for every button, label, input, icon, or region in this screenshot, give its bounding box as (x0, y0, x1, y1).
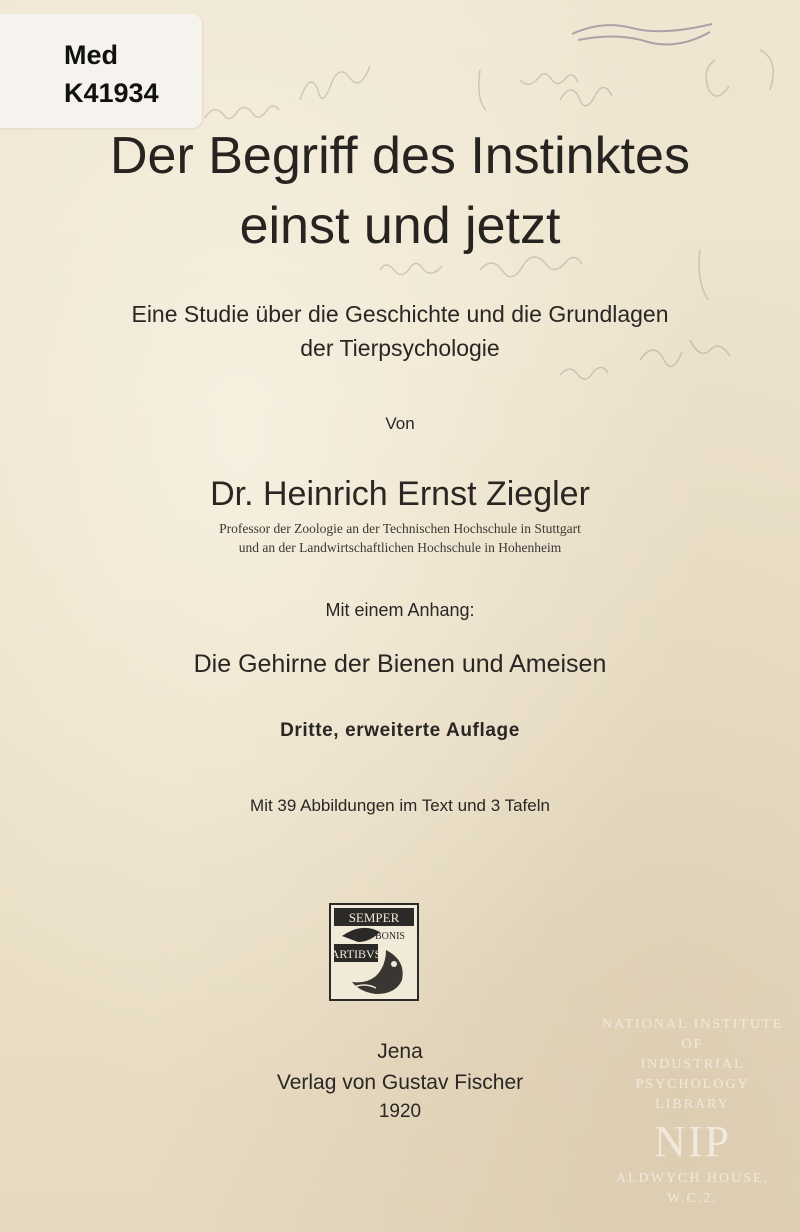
catalog-label-line1: Med (64, 40, 118, 70)
illustrations-note: Mit 39 Abbildungen im Text und 3 Tafeln (250, 796, 550, 815)
publisher-emblem (328, 902, 420, 1002)
subtitle-line1: Eine Studie über die Geschichte und die Grundlagen (131, 301, 669, 327)
stamp-line5: ALDWYCH HOUSE, W.C.2. (615, 1171, 770, 1206)
subtitle-line2: der Tierpsychologie (300, 335, 500, 361)
imprint-place: Jena (377, 1040, 423, 1063)
appendix-intro: Mit einem Anhang: (325, 600, 475, 620)
emblem-text-semper: SEMPER (348, 910, 400, 925)
catalog-label-line2: K41934 (64, 78, 159, 108)
book-title-line1: Der Begriff des Instinktes (110, 127, 690, 185)
author-name: Dr. Heinrich Ernst Ziegler (210, 475, 590, 513)
by-label: Von (385, 414, 415, 433)
emblem-text-artibvs: ARTIBVS (330, 947, 382, 961)
book-title-line2: einst und jetzt (239, 197, 561, 255)
stamp-line3: LIBRARY (655, 1097, 730, 1112)
catalog-label (0, 14, 202, 128)
author-affiliation-line1: Professor der Zoologie an der Technischen Hochschule in Stuttgart (219, 521, 581, 536)
emblem-text-bonis: BONIS (374, 931, 406, 942)
edition-statement: Dritte, erweiterte Auflage (280, 720, 520, 741)
author-affiliation-line2: und an der Landwirtschaftlichen Hochschule in Hohenheim (238, 540, 562, 555)
stamp-line1: NATIONAL INSTITUTE OF (601, 1017, 784, 1052)
stamp-line4: NIP (654, 1117, 731, 1166)
appendix-title: Die Gehirne der Bienen und Ameisen (193, 650, 607, 678)
stamp-line2: INDUSTRIAL PSYCHOLOGY (635, 1057, 750, 1092)
imprint-publisher: Verlag von Gustav Fischer (276, 1071, 524, 1094)
imprint-year: 1920 (378, 1101, 422, 1122)
pencil-flourish-top-right (568, 18, 718, 48)
